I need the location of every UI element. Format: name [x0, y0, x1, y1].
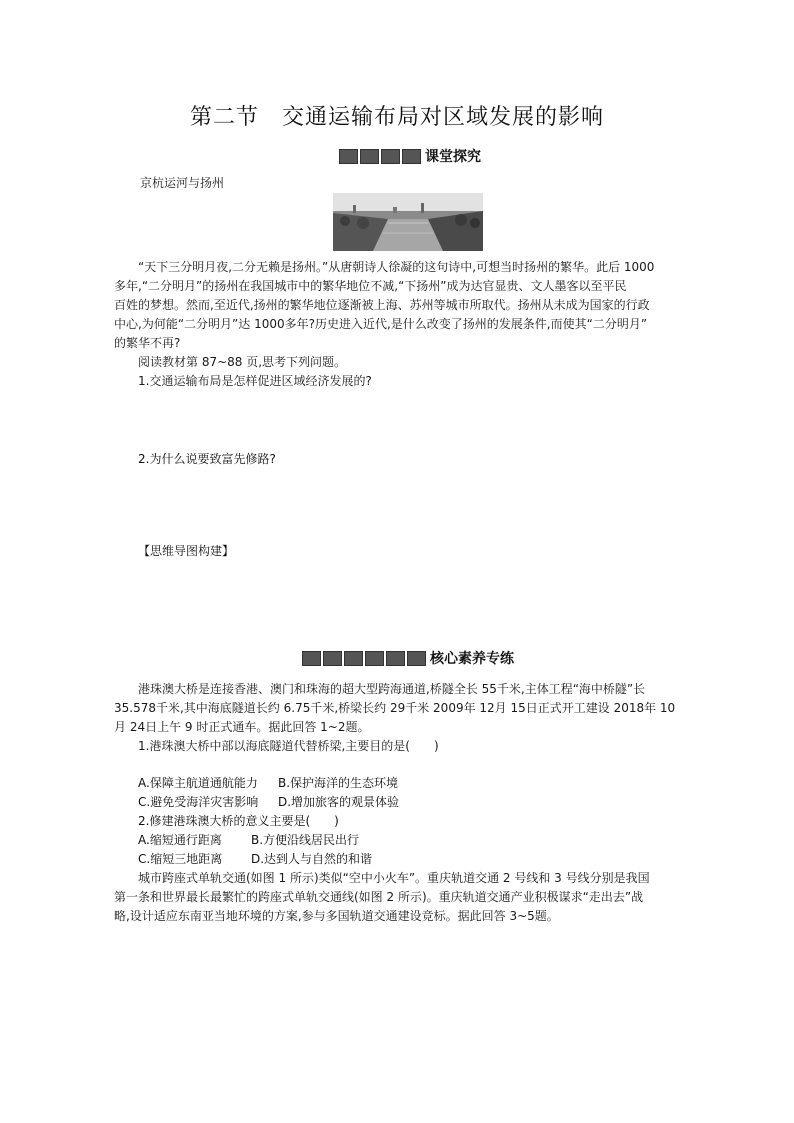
paragraph-line: “天下三分明月夜,二分无赖是扬州。”从唐朝诗人徐凝的这句诗中,可想当时扬州的繁华。此后 1000 — [138, 260, 655, 274]
q1-options — [138, 774, 399, 869]
subtitle: 京杭运河与扬州 — [140, 176, 225, 190]
paragraph-line: 的繁华不再? — [114, 336, 181, 350]
option-d: D.达到人与自然的和谐 — [251, 852, 373, 866]
paragraph-line: 城市跨座式单轨交通(如图 1 所示)类似“空中小火车”。重庆轨道交通 2 号线和 3 号线分别是我国 — [138, 871, 650, 885]
paragraph-line: 35.578千米,其中海底隧道长约 6.75千米,桥梁长约 29千米 2009年 12月 15日正式开工建设 2018年 10 — [114, 701, 676, 715]
paragraph-line: 月 24日上午 9 时正式通车。据此回答 1~2题。 — [114, 720, 370, 734]
section-banner-core-literacy — [302, 648, 514, 668]
banner-blocks — [302, 651, 428, 666]
question-2: 2.为什么说要致富先修路? — [138, 452, 276, 466]
paragraph-line: 百姓的梦想。然而,至近代,扬州的繁华地位逐渐被上海、苏州等城市所取代。扬州从未成为国家的行政 — [114, 298, 650, 312]
option-b: B.保护海洋的生态环境 — [278, 776, 399, 790]
mindmap-heading: 【思维导图构建】 — [138, 544, 235, 558]
paragraph-line: 第一条和世界最长最繁忙的跨座式单轨交通线(如图 2 所示)。重庆轨道交通产业积极谋求“走出去”战 — [114, 890, 644, 904]
yangzhou-paragraph — [114, 258, 694, 391]
question-1: 1.交通运输布局是怎样促进区域经济发展的? — [138, 374, 372, 388]
option-a: A.保障主航道通航能力 — [138, 776, 258, 790]
section-banner-classroom — [339, 146, 481, 166]
paragraph-line: 港珠澳大桥是连接香港、澳门和珠海的超大型跨海通道,桥隧全长 55千米,主体工程“海中桥隧”长 — [138, 682, 646, 696]
banner-label: 核心素养专练 — [430, 651, 514, 667]
option-c: C.避免受海洋灾害影响 — [138, 795, 259, 809]
page-title: 第二节 交通运输布局对区域发展的影响 — [189, 105, 604, 130]
option-b: B.方便沿线居民出行 — [251, 833, 360, 847]
paragraph-line: 略,设计适应东南亚当地环境的方案,参与多国轨道交通建设竞标。据此回答 3~5题。 — [114, 909, 559, 923]
bridge-paragraph — [114, 680, 694, 756]
question-stem: 1.港珠澳大桥中部以海底隧道代替桥梁,主要目的是( ) — [138, 739, 439, 753]
option-d: D.增加旅客的观景体验 — [278, 795, 400, 809]
paragraph-line: 多年,“二分明月”的扬州在我国城市中的繁华地位不减,“下扬州”成为达官显贵、文人墨客以至平民 — [114, 279, 627, 293]
paragraph-line: 中心,为何能“二分明月”达 1000多年?历史进入近代,是什么改变了扬州的发展条件,而使其“二分明月” — [114, 317, 648, 331]
canal-photo — [333, 193, 483, 251]
instruction: 阅读教材第 87~88 页,思考下列问题。 — [138, 355, 347, 369]
banner-label: 课堂探究 — [425, 149, 481, 165]
option-c: C.缩短三地距离 — [138, 852, 223, 866]
option-a: A.缩短通行距离 — [138, 833, 222, 847]
monorail-paragraph — [114, 869, 694, 926]
question-stem: 2.修建港珠澳大桥的意义主要是( ) — [138, 814, 339, 828]
banner-blocks — [339, 149, 423, 164]
